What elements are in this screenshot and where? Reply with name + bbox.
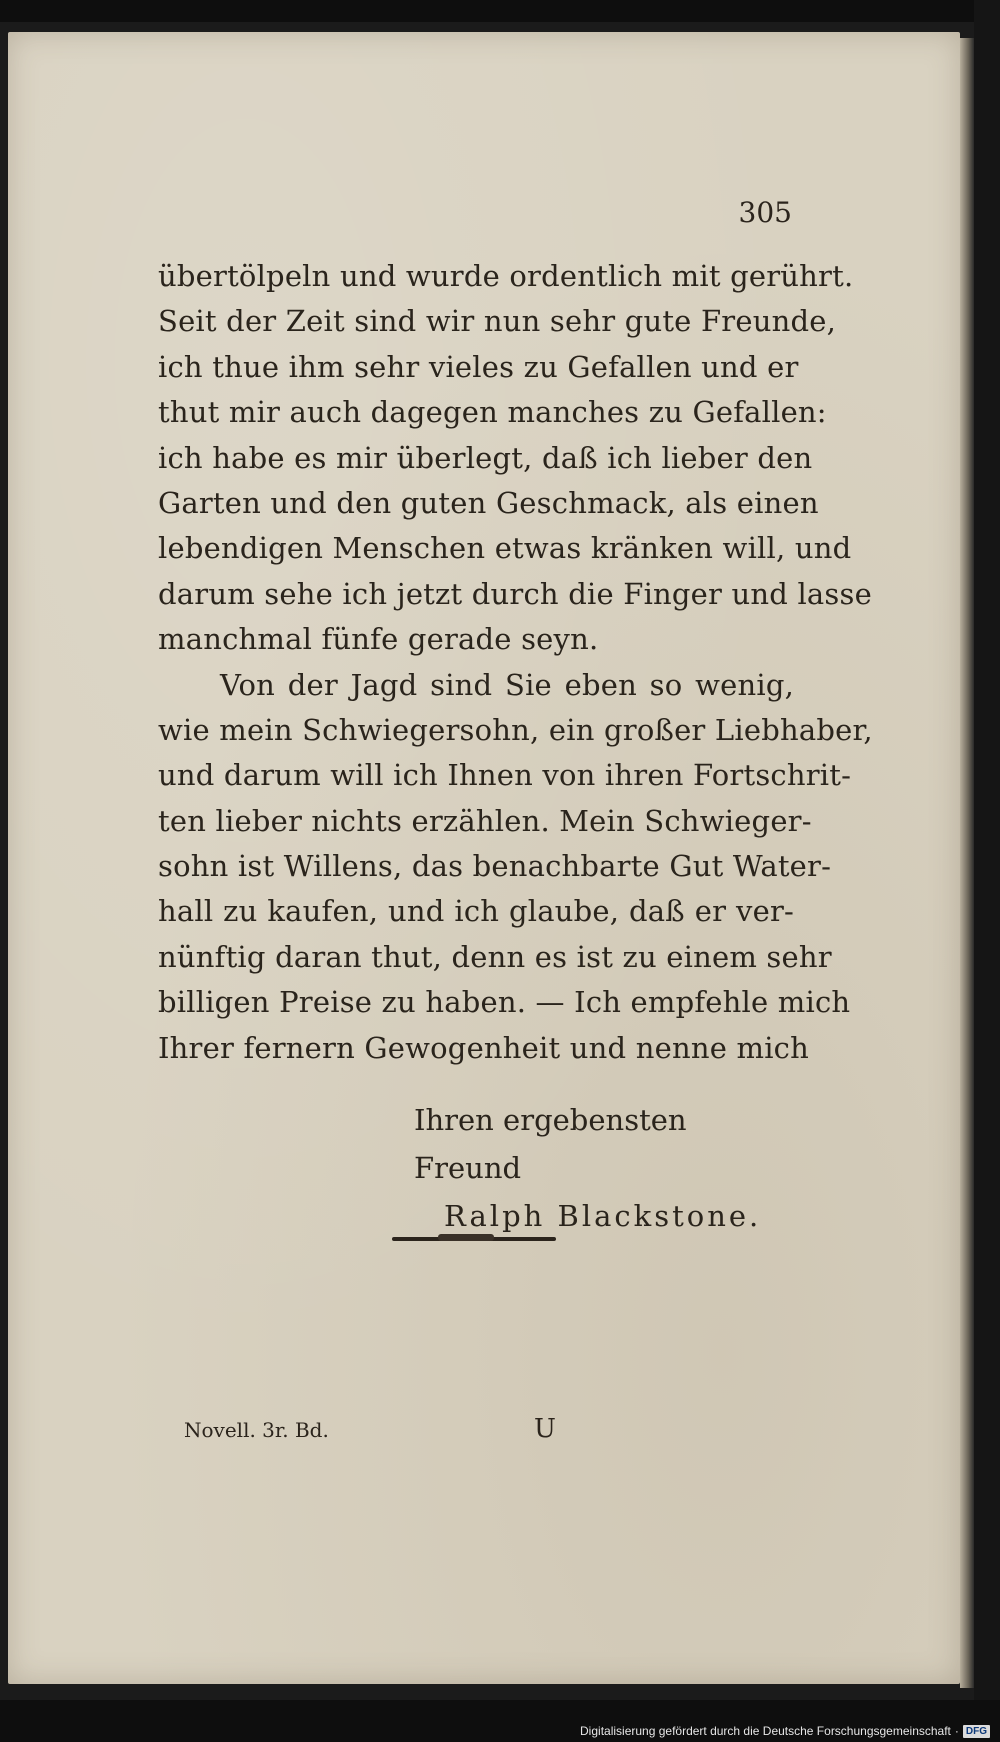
- text-line: lebendigen Menschen etwas kränken will, und: [158, 531, 852, 566]
- paragraph-start-line: Von der Jagd sind Sie eben so wenig,: [220, 667, 794, 702]
- text-line: manchmal fünfe gerade seyn.: [158, 622, 599, 657]
- letter-closing: [414, 1096, 794, 1240]
- text-line: Seit der Zeit sind wir nun sehr gute Freunde,: [158, 304, 837, 339]
- text-line: ich thue ihm sehr vieles zu Gefallen und er: [158, 349, 799, 384]
- scan-bottom-border: [0, 1700, 1000, 1742]
- ornament-rule-center: [438, 1234, 494, 1241]
- page-number: 305: [738, 196, 792, 229]
- text-line: darum sehe ich jetzt durch die Finger und lasse: [158, 576, 872, 611]
- scan-top-border: [0, 0, 1000, 22]
- text-line: sohn ist Willens, das benachbarte Gut Water-: [158, 849, 832, 884]
- funding-credit: Digitalisierung gefördert durch die Deutsche Forschungsgemeinschaft · DFG: [580, 1724, 990, 1738]
- closing-phrase: Ihren ergebensten Freund: [414, 1103, 687, 1185]
- footer-signature-mark: U: [534, 1414, 556, 1444]
- text-line: wie mein Schwiegersohn, ein großer Liebhaber,: [158, 712, 873, 747]
- text-line: ich habe es mir überlegt, daß ich lieber den: [158, 440, 813, 475]
- text-line: nünftig daran thut, denn es ist zu einem sehr: [158, 939, 832, 974]
- text-line: Garten und den guten Geschmack, als einen: [158, 485, 819, 520]
- signature: Ralph Blackstone.: [444, 1199, 762, 1233]
- text-line: Ihrer fernern Gewogenheit und nenne mich: [158, 1030, 809, 1065]
- body-text: [158, 254, 873, 1071]
- text-line: und darum will ich Ihnen von ihren Fortschrit-: [158, 758, 852, 793]
- text-line: billigen Preise zu haben. — Ich empfehle mich: [158, 985, 851, 1020]
- dfg-logo-icon: DFG: [963, 1725, 990, 1738]
- page-edge: [960, 38, 974, 1688]
- funding-credit-text: Digitalisierung gefördert durch die Deutsche Forschungsgemeinschaft: [580, 1724, 951, 1738]
- text-line: hall zu kaufen, und ich glaube, daß er ver-: [158, 894, 794, 929]
- footer-volume-mark: Novell. 3r. Bd.: [184, 1418, 329, 1442]
- text-line: thut mir auch dagegen manches zu Gefallen:: [158, 395, 827, 430]
- text-line: übertölpeln und wurde ordentlich mit gerührt.: [158, 259, 854, 293]
- text-line: ten lieber nichts erzählen. Mein Schwieger-: [158, 803, 812, 838]
- scan-right-border: [974, 0, 1000, 1720]
